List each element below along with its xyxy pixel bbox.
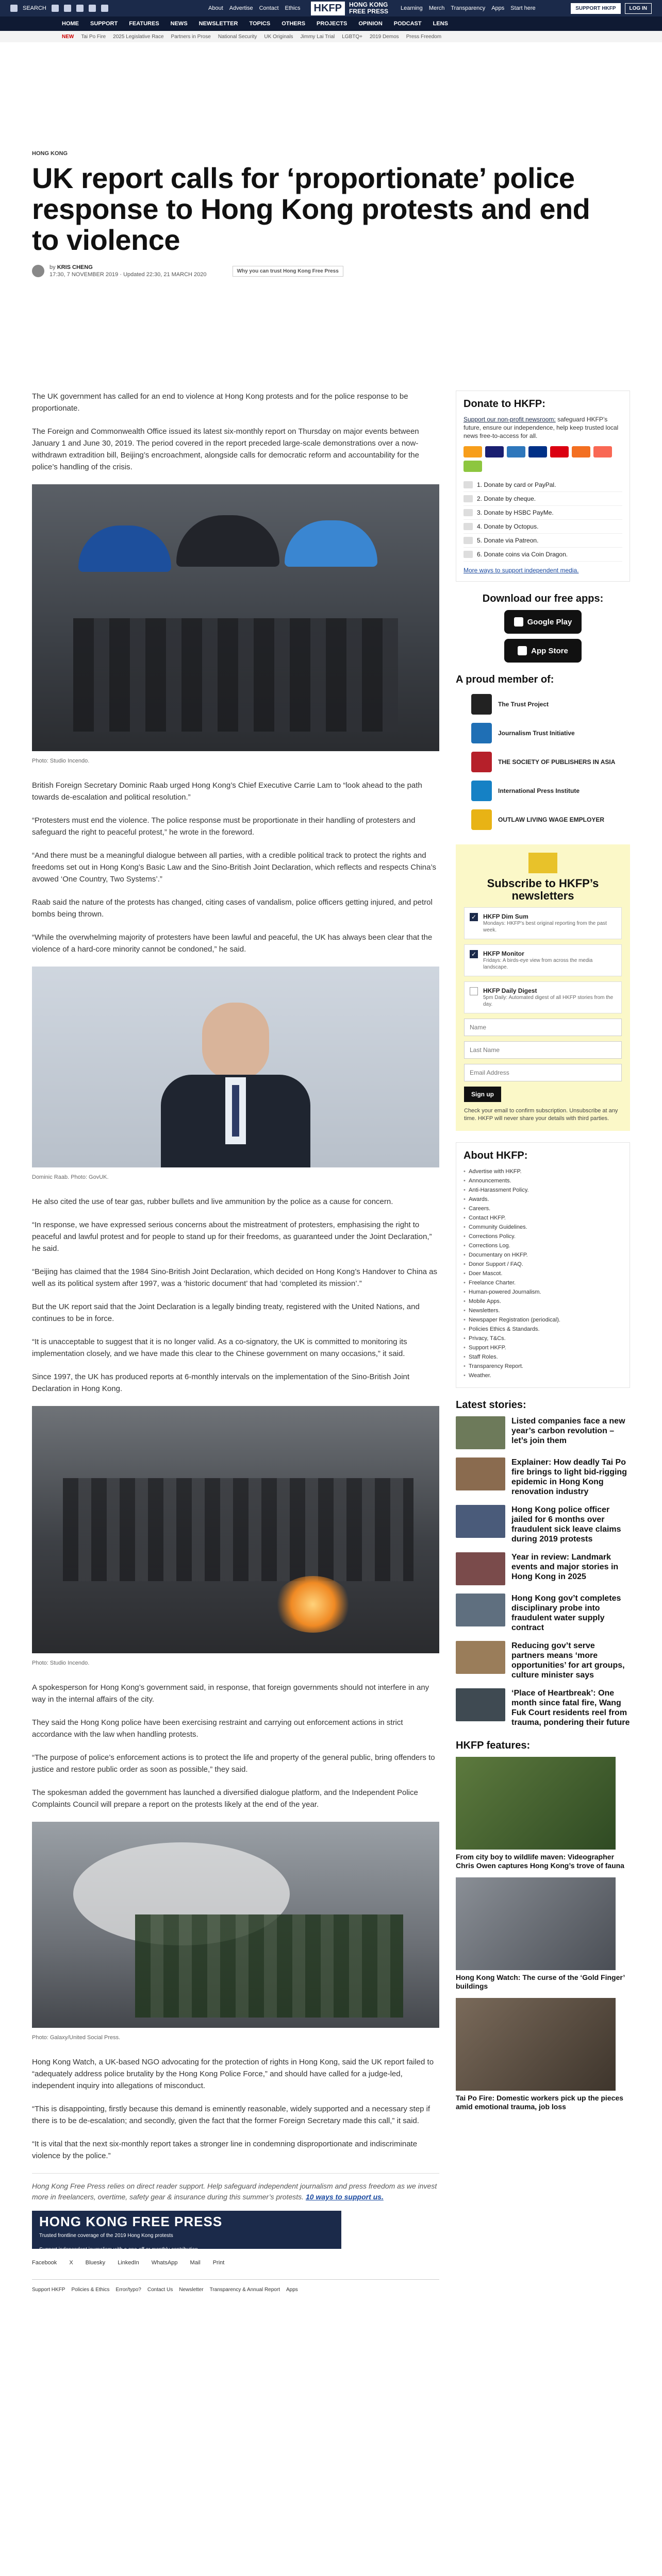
logo-box: HKFP bbox=[311, 2, 345, 15]
donate-way-card[interactable]: 1. Donate by card or PayPal. bbox=[464, 478, 622, 492]
member-ipi[interactable]: International Press Institute bbox=[471, 781, 630, 801]
banner-subtitle: Trusted frontline coverage of the 2019 Hong Kong protests bbox=[39, 2233, 173, 2239]
newsletter-option-daily[interactable]: HKFP Daily Digest 5pm Daily: Automated digest of all HKFP stories from the day. bbox=[464, 981, 622, 1013]
story-thumbnail bbox=[456, 1458, 505, 1490]
feature-story[interactable]: Hong Kong Watch: The curse of the ‘Gold Finger’ buildings bbox=[456, 1877, 630, 1991]
login-button[interactable]: LOG IN bbox=[625, 3, 652, 14]
nav-projects[interactable]: PROJECTS bbox=[317, 21, 347, 27]
envelope-icon bbox=[528, 853, 557, 873]
checkbox-dim-sum[interactable]: ✓ bbox=[470, 913, 478, 921]
visa-icon bbox=[485, 446, 504, 457]
about-link[interactable]: • Transparency Report. bbox=[464, 1362, 622, 1371]
donate-title: Donate to HKFP: bbox=[464, 398, 545, 410]
story-thumbnail bbox=[456, 1416, 505, 1449]
article-paragraph: The Foreign and Commonwealth Office issued its latest six-monthly report on Thursday on major events between January 1 and June 30, 2019. The period covered in the report preceded large-scale demonstrations over a now-withdrawn extradition bill, Beijing’s encroachment, alongside calls for democratic reform and accountability for the police’s handling of the crisis. bbox=[32, 427, 419, 471]
newsletter-option-monitor[interactable]: ✓ HKFP Monitor Fridays: A birds-eye view from across the media landscape. bbox=[464, 944, 622, 976]
member-jti[interactable]: Journalism Trust Initiative bbox=[471, 723, 630, 743]
about-link[interactable]: • Weather. bbox=[464, 1371, 622, 1380]
about-link[interactable]: • Corrections Log. bbox=[464, 1241, 622, 1250]
name-field[interactable] bbox=[464, 1019, 622, 1036]
about-link[interactable]: • Policies Ethics & Standards. bbox=[464, 1325, 622, 1334]
subnav-item[interactable]: LGBTQ+ bbox=[342, 33, 362, 40]
latest-story[interactable]: Year in review: Landmark events and major stories in Hong Kong in 2025 bbox=[456, 1552, 630, 1585]
search-icon[interactable] bbox=[10, 5, 18, 12]
donate-way-coins[interactable]: 6. Donate coins via Coin Dragon. bbox=[464, 548, 622, 562]
article-body bbox=[32, 391, 439, 2296]
new-badge: NEW bbox=[62, 33, 74, 40]
about-title: About HKFP: bbox=[464, 1150, 528, 1161]
latest-stories bbox=[456, 1399, 630, 1727]
donate-way-octopus[interactable]: 4. Donate by Octopus. bbox=[464, 520, 622, 534]
cheque-icon bbox=[464, 495, 473, 502]
top-link-merch[interactable]: Merch bbox=[428, 5, 445, 11]
about-link[interactable]: • Careers. bbox=[464, 1204, 622, 1213]
subnav-item[interactable]: UK Originals bbox=[264, 33, 293, 40]
feature-story[interactable]: From city boy to wildlife maven: Videographer Chris Owen captures Hong Kong’s trove of fauna bbox=[456, 1757, 630, 1870]
google-play-button[interactable]: Google Play bbox=[504, 610, 582, 634]
logo-text: HONG KONG FREE PRESS bbox=[349, 1, 388, 15]
support-appeal-text: Hong Kong Free Press relies on direct reader support. Help safeguard independent journalism and press freedom as we invest more in freelancers, overtime, safety gear & insurance during this summer’s protests. bbox=[32, 2182, 437, 2201]
apple-icon bbox=[518, 646, 527, 655]
sopa-logo bbox=[471, 752, 492, 772]
footer-link[interactable]: Error/typo? bbox=[115, 2287, 141, 2293]
top-links-right bbox=[401, 5, 536, 11]
about-link[interactable]: • Documentary on HKFP. bbox=[464, 1250, 622, 1260]
article-paragraph: “The purpose of police’s enforcement actions is to protect the life and property of the general public, bring offenders to justice and restore public order as soon as possible,” they said. bbox=[32, 1753, 435, 1774]
nav-features[interactable]: FEATURES bbox=[129, 21, 159, 27]
octopus-small-icon bbox=[464, 523, 473, 530]
top-link-ethics[interactable]: Ethics bbox=[285, 5, 301, 11]
feature-image bbox=[456, 1877, 616, 1970]
features-title: HKFP features: bbox=[456, 1740, 531, 1751]
checkbox-daily[interactable] bbox=[470, 987, 478, 995]
share-whatsapp[interactable]: WhatsApp bbox=[151, 2260, 178, 2266]
support-appeal bbox=[32, 2173, 439, 2202]
nav-newsletter[interactable]: NEWSLETTER bbox=[198, 21, 238, 27]
latest-story[interactable]: Hong Kong gov’t completes disciplinary probe into fraudulent water supply contract bbox=[456, 1594, 630, 1633]
about-link[interactable]: • Newsletters. bbox=[464, 1306, 622, 1315]
about-link[interactable]: • Advertise with HKFP. bbox=[464, 1167, 622, 1176]
article-paragraph: The UK government has called for an end to violence at Hong Kong protests and for the police response to be proportionate. bbox=[32, 392, 408, 413]
top-bar-left bbox=[10, 5, 196, 12]
top-link-about[interactable]: About bbox=[208, 5, 223, 11]
octopus-icon bbox=[572, 446, 590, 457]
article-paragraph: But the UK report said that the Joint Declaration is a legally binding treaty, registered with the United Nations, and continues to be in force. bbox=[32, 1302, 420, 1323]
top-actions bbox=[571, 3, 652, 14]
photo-caption: Photo: Studio Incendo. bbox=[32, 758, 90, 764]
newsletter-option-dim-sum[interactable]: ✓ HKFP Dim Sum Mondays: HKFP’s best original reporting from the past week. bbox=[464, 907, 622, 939]
about-link[interactable]: • Staff Roles. bbox=[464, 1352, 622, 1362]
photo-caption: Photo: Galaxy/United Social Press. bbox=[32, 2035, 121, 2041]
article-paragraph: “Beijing has claimed that the 1984 Sino-British Joint Declaration, which decided on Hong Kong’s Handover to China as well as its political system after 1997, was a ‘historic document’ that had ‘completed its mission’.” bbox=[32, 1267, 438, 1288]
member-title: A proud member of: bbox=[456, 674, 554, 685]
tear-gas-photo[interactable] bbox=[32, 1822, 439, 2028]
article-paragraph: They said the Hong Kong police have been exercising restraint and carrying out enforcement actions in strict accordance with the law when handling protests. bbox=[32, 1718, 403, 1739]
coin-dragon-icon bbox=[464, 461, 482, 472]
payment-logos bbox=[464, 446, 622, 472]
share-bar bbox=[32, 2257, 439, 2269]
subnav-item[interactable]: Press Freedom bbox=[406, 33, 442, 40]
article-paragraph: “It is vital that the next six-monthly report takes a stronger line in condemning disproportionate and indiscriminate violence by the police.” bbox=[32, 2140, 418, 2160]
footer-link[interactable]: Transparency & Annual Report bbox=[209, 2287, 280, 2293]
protest-photo-umbrellas[interactable] bbox=[32, 484, 439, 751]
member-trust-project[interactable]: The Trust Project bbox=[471, 694, 630, 715]
about-link[interactable]: • Freelance Charter. bbox=[464, 1278, 622, 1287]
author-name[interactable]: KRIS CHENG bbox=[57, 264, 93, 270]
sub-nav bbox=[0, 31, 662, 42]
top-link-start[interactable]: Start here bbox=[510, 5, 536, 11]
top-link-apps[interactable]: Apps bbox=[491, 5, 505, 11]
latest-story[interactable]: Explainer: How deadly Tai Po fire brings to light bid-rigging epidemic in Hong Kong renovation industry bbox=[456, 1458, 630, 1497]
share-print[interactable]: Print bbox=[212, 2260, 225, 2266]
instagram-icon[interactable] bbox=[89, 5, 96, 12]
sidebar bbox=[456, 391, 630, 2119]
google-play-icon bbox=[514, 617, 523, 626]
apps-title: Download our free apps: bbox=[482, 593, 604, 604]
payme-small-icon bbox=[464, 509, 473, 516]
amex-icon bbox=[507, 446, 525, 457]
more-ways-link[interactable]: More ways to support independent media. bbox=[464, 567, 579, 574]
top-links bbox=[208, 5, 301, 11]
photo-caption: Dominic Raab. Photo: GovUK. bbox=[32, 1174, 109, 1180]
subnav-item[interactable]: Jimmy Lai Trial bbox=[300, 33, 335, 40]
footer-link[interactable]: Support HKFP bbox=[32, 2287, 65, 2293]
subnav-item[interactable]: Tai Po Fire bbox=[81, 33, 106, 40]
about-link[interactable]: • Donor Support / FAQ. bbox=[464, 1260, 622, 1269]
nav-opinion[interactable]: OPINION bbox=[358, 21, 383, 27]
story-thumbnail bbox=[456, 1688, 505, 1721]
article-paragraph: The spokesman added the government has launched a diversified dialogue platform, and the Independent Police Complaints Council will prepare a report on the protests likely at the end of the year. bbox=[32, 1788, 418, 1809]
footer-link[interactable]: Policies & Ethics bbox=[71, 2287, 110, 2293]
feature-story[interactable]: Tai Po Fire: Domestic workers pick up the pieces amid emotional trauma, job loss bbox=[456, 1998, 630, 2111]
dominic-raab-photo[interactable] bbox=[32, 967, 439, 1167]
author-block bbox=[49, 264, 207, 278]
about-link[interactable]: • Contact HKFP. bbox=[464, 1213, 622, 1223]
article-title: UK report calls for ‘proportionate’ police response to Hong Kong protests and end to violence bbox=[32, 162, 590, 256]
member-sopa[interactable]: THE SOCIETY OF PUBLISHERS IN ASIA bbox=[471, 752, 630, 772]
nav-others[interactable]: OTHERS bbox=[282, 21, 306, 27]
about-link[interactable]: • Awards. bbox=[464, 1195, 622, 1204]
share-x[interactable]: X bbox=[69, 2260, 73, 2266]
article-kicker[interactable]: HONG KONG bbox=[32, 150, 68, 157]
patreon-icon bbox=[593, 446, 612, 457]
article-paragraph: “In response, we have expressed serious concerns about the mistreatment of protesters, emphasising the right to peaceful and lawful protest and for people to stand up for their freedoms, as guaranteed under the Joint Declaration,” he said. bbox=[32, 1221, 432, 1253]
nav-podcast[interactable]: PODCAST bbox=[393, 21, 422, 27]
share-mail[interactable]: Mail bbox=[190, 2260, 201, 2266]
about-box bbox=[456, 1142, 630, 1388]
about-link[interactable]: • Human-powered Journalism. bbox=[464, 1287, 622, 1297]
coin-icon bbox=[464, 551, 473, 558]
nav-lens[interactable]: LENS bbox=[433, 21, 448, 27]
paypal-icon bbox=[528, 446, 547, 457]
newsletter-signup bbox=[456, 844, 630, 1131]
article-paragraph: “This is disappointing, firstly because this demand is eminently reasonable, widely supported and a necessary step if there is to be de-escalation; and secondly, given the fact that the former Foreign Secretary made this call,” it said. bbox=[32, 2105, 431, 2125]
banner-subtitle-2: Support independent journalism with a one-off or monthly contribution bbox=[39, 2247, 198, 2252]
about-link[interactable]: • Community Guidelines. bbox=[464, 1223, 622, 1232]
author-prefix: by bbox=[49, 264, 56, 270]
subscribe-title: Subscribe to HKFP’s newsletters bbox=[487, 877, 599, 902]
author-avatar bbox=[32, 265, 44, 277]
patreon-small-icon bbox=[464, 537, 473, 544]
footer-link[interactable]: Apps bbox=[286, 2287, 298, 2293]
photo-caption: Photo: Studio Incendo. bbox=[32, 1660, 90, 1666]
story-thumbnail bbox=[456, 1505, 505, 1538]
checkbox-monitor[interactable]: ✓ bbox=[470, 950, 478, 958]
latest-story[interactable]: Reducing gov’t serve partners means ‘more opportunities’ for art groups, culture minister says bbox=[456, 1641, 630, 1680]
rss-icon[interactable] bbox=[101, 5, 108, 12]
donate-way-payme[interactable]: 3. Donate by HSBC PayMe. bbox=[464, 506, 622, 520]
about-link[interactable]: • Privacy, T&Cs. bbox=[464, 1334, 622, 1343]
share-bluesky[interactable]: Bluesky bbox=[85, 2260, 106, 2266]
article-paragraph: Hong Kong Watch, a UK-based NGO advocating for the protection of rights in Hong Kong, said the UK report failed to “adequately address police brutality by the Hong Kong Police Force,” and should have called for a judge-led, independent inquiry into allegations of misconduct. bbox=[32, 2058, 434, 2090]
latest-title: Latest stories: bbox=[456, 1399, 526, 1411]
trust-note-link[interactable]: Why you can trust Hong Kong Free Press bbox=[233, 266, 343, 277]
nav-support[interactable]: SUPPORT bbox=[90, 21, 118, 27]
donate-box bbox=[456, 391, 630, 582]
about-list bbox=[464, 1167, 622, 1380]
about-link[interactable]: • Doer Mascot. bbox=[464, 1269, 622, 1278]
member-box bbox=[456, 674, 630, 830]
hkfp-features bbox=[456, 1740, 630, 2111]
email-field[interactable] bbox=[464, 1064, 622, 1081]
jti-logo bbox=[471, 723, 492, 743]
latest-story[interactable]: Hong Kong police officer jailed for 6 months over fraudulent sick leave claims during 2019 protests bbox=[456, 1505, 630, 1544]
subscribe-note: Check your email to confirm subscription. Unsubscribe at any time. HKFP will never share your details with third parties. bbox=[464, 1108, 618, 1122]
top-link-transparency[interactable]: Transparency bbox=[451, 5, 486, 11]
article-paragraph: Since 1997, the UK has produced reports at 6-monthly intervals on the implementation of the Sino-British Joint Declaration in Hong Kong. bbox=[32, 1372, 410, 1393]
top-link-learning[interactable]: Learning bbox=[400, 5, 423, 11]
about-link[interactable]: • Announcements. bbox=[464, 1176, 622, 1185]
support-banner[interactable] bbox=[32, 2211, 341, 2252]
donate-way-cheque[interactable]: 2. Donate by cheque. bbox=[464, 492, 622, 506]
about-link[interactable]: • Support HKFP. bbox=[464, 1343, 622, 1352]
subnav-item[interactable]: 2025 Legislative Race bbox=[113, 33, 164, 40]
share-facebook[interactable]: Facebook bbox=[32, 2260, 57, 2266]
share-linkedin[interactable]: LinkedIn bbox=[118, 2260, 139, 2266]
article-paragraph: British Foreign Secretary Dominic Raab urged Hong Kong’s Chief Executive Carrie Lam to “look ahead to the path towards de-escalation and political resolution.” bbox=[32, 781, 422, 802]
police-fire-photo[interactable] bbox=[32, 1406, 439, 1653]
footer-link[interactable]: Contact Us bbox=[147, 2287, 173, 2293]
main-nav bbox=[0, 16, 662, 31]
support-hkfp-button[interactable]: SUPPORT HKFP bbox=[571, 3, 620, 14]
latest-story[interactable]: ‘Place of Heartbreak’: One month since fatal fire, Wang Fuk Court residents reel from trauma, pondering their future bbox=[456, 1688, 630, 1727]
sign-up-button[interactable]: Sign up bbox=[464, 1087, 501, 1102]
article-paragraph: A spokesperson for Hong Kong’s government said, in response, that foreign governments should not interfere in any way in the internal affairs of the city. bbox=[32, 1683, 429, 1704]
latest-story[interactable]: Listed companies face a new year’s carbon revolution – let’s join them bbox=[456, 1416, 630, 1449]
banner-title: HONG KONG FREE PRESS bbox=[39, 2214, 223, 2229]
nav-home[interactable]: HOME bbox=[62, 21, 79, 27]
about-link[interactable]: • Corrections Policy. bbox=[464, 1232, 622, 1241]
story-thumbnail bbox=[456, 1594, 505, 1626]
feature-image bbox=[456, 1998, 616, 2091]
donate-text: Support our non-profit newsroom: safeguard HKFP’s future, ensure our independence, help keep trusted local news free-to-access for all. bbox=[464, 416, 619, 439]
member-living-wage[interactable]: OUTLAW LIVING WAGE EMPLOYER bbox=[471, 809, 630, 830]
top-bar bbox=[0, 0, 662, 16]
subnav-item[interactable]: National Security bbox=[218, 33, 257, 40]
mastercard-icon bbox=[464, 446, 482, 457]
trust-project-logo bbox=[471, 694, 492, 715]
search-label[interactable]: SEARCH bbox=[23, 5, 46, 11]
top-link-advertise[interactable]: Advertise bbox=[229, 5, 253, 11]
donate-link[interactable]: Support our non-profit newsroom: bbox=[464, 416, 556, 423]
article-paragraph: “And there must be a meaningful dialogue between all parties, with a credible political track to protect the rights and freedoms set out in Hong Kong’s Basic Law and the Sino-British Joint Declaration, which reflects and respects China’s avowed ‘One Country, Two Systems’.” bbox=[32, 851, 437, 884]
nav-news[interactable]: NEWS bbox=[170, 21, 188, 27]
about-link[interactable]: • Anti-Harassment Policy. bbox=[464, 1185, 622, 1195]
last-name-field[interactable] bbox=[464, 1041, 622, 1059]
dateline: 17:30, 7 NOVEMBER 2019 · Updated 22:30, 21 MARCH 2020 bbox=[49, 272, 207, 278]
app-store-button[interactable]: App Store bbox=[504, 639, 582, 663]
byline bbox=[32, 264, 630, 278]
donate-way-patreon[interactable]: 5. Donate via Patreon. bbox=[464, 534, 622, 548]
apps-box bbox=[456, 593, 630, 663]
support-appeal-link[interactable]: 10 ways to support us. bbox=[305, 2193, 384, 2201]
top-link-contact[interactable]: Contact bbox=[259, 5, 279, 11]
payme-icon bbox=[550, 446, 569, 457]
footer-link[interactable]: Newsletter bbox=[179, 2287, 204, 2293]
about-link[interactable]: • Mobile Apps. bbox=[464, 1297, 622, 1306]
card-icon bbox=[464, 481, 473, 488]
living-wage-logo bbox=[471, 809, 492, 830]
ipi-logo bbox=[471, 781, 492, 801]
article-paragraph: He also cited the use of tear gas, rubber bullets and live ammunition by the police as a cause for concern. bbox=[32, 1197, 393, 1206]
x-icon[interactable] bbox=[64, 5, 71, 12]
article-paragraph: Raab said the nature of the protests has changed, citing cases of vandalism, police officers getting injured, and petrol bombs being thrown. bbox=[32, 898, 433, 919]
story-thumbnail bbox=[456, 1552, 505, 1585]
subnav-item[interactable]: 2019 Demos bbox=[369, 33, 399, 40]
article-paragraph: “Protesters must end the violence. The police response must be proportionate in their handling of protesters and safeguard the right to peaceful protest,” he wrote in the foreword. bbox=[32, 816, 416, 837]
feature-image bbox=[456, 1757, 616, 1850]
article-footer-links bbox=[32, 2279, 439, 2296]
about-link[interactable]: • Newspaper Registration (periodical). bbox=[464, 1315, 622, 1325]
article-paragraph: “While the overwhelming majority of protesters have been lawful and peaceful, the UK has always been clear that the violence of a hard-core minority cannot be condoned,” he said. bbox=[32, 933, 433, 954]
facebook-icon[interactable] bbox=[52, 5, 59, 12]
article-paragraph: “It is unacceptable to suggest that it is no longer valid. As a co-signatory, the UK is committed to monitoring its implementation closely, and we have made this clear to the Chinese government on many occasions,” it said. bbox=[32, 1337, 407, 1358]
subnav-item[interactable]: Partners in Prose bbox=[171, 33, 211, 40]
article-header bbox=[32, 150, 630, 278]
story-thumbnail bbox=[456, 1641, 505, 1674]
site-logo[interactable] bbox=[311, 2, 388, 15]
nav-topics[interactable]: TOPICS bbox=[249, 21, 271, 27]
youtube-icon[interactable] bbox=[76, 5, 84, 12]
